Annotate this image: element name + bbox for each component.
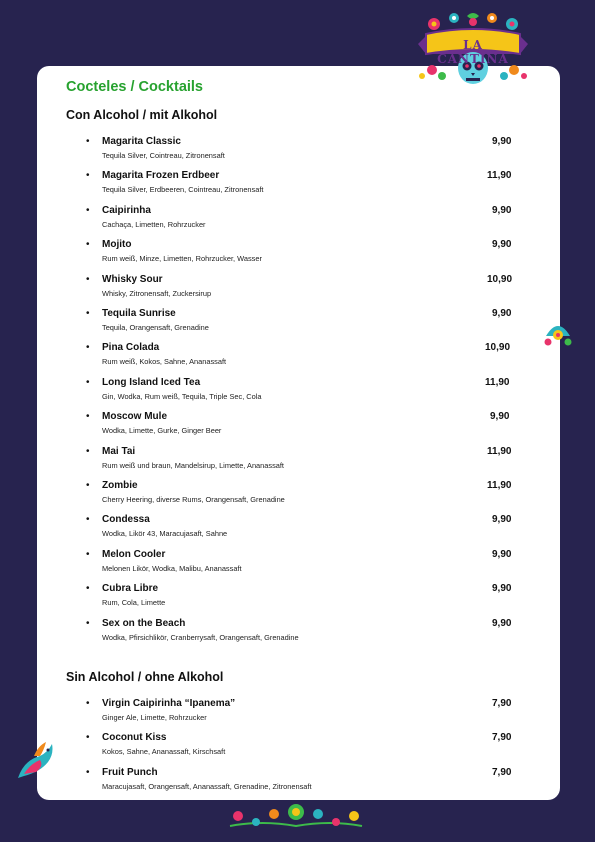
menu-item (80, 445, 520, 475)
menu-item (80, 766, 520, 796)
item-description: Kokos, Sahne, Ananassaft, Kirschsaft (102, 747, 226, 757)
item-description: Whisky, Zitronensaft, Zuckersirup (102, 288, 212, 298)
logo-text: LA CANTINA (437, 38, 509, 66)
item-name: Condessa (102, 514, 150, 526)
item-description: Cachaça, Limetten, Rohrzucker (102, 219, 206, 229)
item-name: Mai Tai (102, 445, 136, 457)
item-price: 9,90 (492, 239, 512, 251)
menu-item (80, 731, 520, 761)
item-price: 11,90 (487, 480, 512, 491)
bullet-icon: • (86, 170, 90, 182)
item-price: 11,90 (487, 170, 512, 182)
bullet-icon: • (86, 480, 90, 491)
item-name: Mojito (102, 239, 132, 251)
item-price: 9,90 (490, 411, 510, 423)
item-price: 10,90 (485, 342, 511, 354)
item-price: 7,90 (492, 766, 512, 778)
menu-item (80, 204, 520, 234)
bullet-icon: • (86, 376, 90, 388)
bullet-icon: • (86, 411, 90, 423)
item-name: Caipirinha (102, 204, 151, 216)
item-price: 9,90 (492, 204, 512, 216)
flower-ornament-icon (540, 318, 576, 348)
item-name: Melon Cooler (102, 548, 166, 560)
bullet-icon: • (86, 766, 90, 778)
menu-item (80, 341, 520, 371)
item-price: 11,90 (487, 445, 512, 457)
menu-item (80, 697, 520, 727)
item-price: 7,90 (492, 698, 512, 709)
item-description: Maracujasaft, Orangensaft, Ananassaft, Grenadine, Zitronensaft (102, 781, 312, 791)
bullet-icon: • (86, 308, 90, 319)
item-price: 9,90 (492, 308, 512, 319)
item-description: Cherry Heering, diverse Rums, Orangensaft, Grenadine (102, 495, 285, 504)
item-price: 7,90 (492, 732, 512, 744)
item-name: Cubra Libre (102, 583, 159, 595)
item-description: Melonen Likör, Wodka, Malibu, Ananassaft (102, 563, 242, 573)
item-price: 10,90 (487, 273, 513, 285)
item-name: Long Island Iced Tea (102, 376, 201, 388)
bullet-icon: • (86, 583, 90, 595)
menu-item (80, 617, 520, 647)
bullet-icon: • (86, 548, 90, 560)
menu-item (80, 307, 520, 337)
item-name: Magarita Frozen Erdbeer (102, 170, 220, 182)
bullet-icon: • (86, 204, 90, 216)
bullet-icon: • (86, 698, 90, 709)
item-name: Virgin Caipirinha “Ipanema” (102, 698, 236, 709)
item-description: Rum weiß, Kokos, Sahne, Ananassaft (102, 357, 227, 367)
menu-item (80, 513, 520, 543)
item-description: Gin, Wodka, Rum weiß, Tequila, Triple Sec, Cola (102, 391, 262, 401)
item-description: Wodka, Limette, Gurke, Ginger Beer (102, 426, 222, 436)
section-title: Sin Alcohol / ohne Alkohol (66, 670, 224, 684)
item-name: Pina Colada (102, 342, 160, 354)
item-description: Rum weiß und braun, Mandelsirup, Limette, Ananassaft (102, 460, 284, 470)
item-price: 9,90 (492, 583, 512, 595)
bird-icon (14, 738, 58, 782)
bullet-icon: • (86, 514, 90, 526)
menu-item (80, 169, 520, 199)
item-description: Tequila, Orangensaft, Grenadine (102, 323, 209, 332)
item-name: Fruit Punch (102, 766, 158, 778)
section-title: Con Alcohol / mit Alkohol (66, 108, 218, 122)
bullet-icon: • (86, 136, 90, 147)
flower-garland-icon (228, 800, 364, 832)
item-description: Tequila Silver, Erdbeeren, Cointreau, Zitronensaft (102, 185, 264, 195)
item-description: Wodka, Pfirsichlikör, Cranberrysaft, Orangensaft, Grenadine (102, 632, 299, 642)
bullet-icon: • (86, 445, 90, 457)
bullet-icon: • (86, 239, 90, 251)
item-description: Rum, Cola, Limette (102, 598, 166, 608)
menu-item (80, 135, 520, 165)
item-name: Sex on the Beach (102, 617, 186, 629)
menu-item (80, 238, 520, 268)
item-name: Zombie (102, 480, 138, 491)
item-price: 9,90 (492, 514, 512, 526)
bullet-icon: • (86, 732, 90, 744)
la-cantina-logo (412, 10, 534, 92)
item-name: Whisky Sour (102, 273, 163, 285)
item-description: Rum weiß, Minze, Limetten, Rohrzucker, Wasser (102, 254, 262, 264)
item-description: Tequila Silver, Cointreau, Zitronensaft (102, 151, 225, 160)
item-name: Moscow Mule (102, 411, 168, 423)
item-description: Ginger Ale, Limette, Rohrzucker (102, 713, 207, 722)
bullet-icon: • (86, 273, 90, 285)
menu-item (80, 582, 520, 612)
bullet-icon: • (86, 617, 90, 629)
item-name: Coconut Kiss (102, 732, 167, 744)
menu-item (80, 410, 520, 440)
menu-item (80, 273, 520, 303)
menu-item (80, 376, 520, 406)
item-price: 9,90 (492, 548, 512, 560)
item-price: 9,90 (492, 136, 512, 147)
item-price: 9,90 (492, 617, 512, 629)
item-price: 11,90 (485, 376, 510, 388)
menu-item (80, 479, 520, 509)
item-name: Tequila Sunrise (102, 308, 176, 319)
page-title: Cocteles / Cocktails (66, 79, 203, 95)
menu-item (80, 548, 520, 578)
bullet-icon: • (86, 342, 90, 354)
item-description: Wodka, Likör 43, Maracujasaft, Sahne (102, 529, 228, 539)
item-name: Magarita Classic (102, 136, 181, 147)
